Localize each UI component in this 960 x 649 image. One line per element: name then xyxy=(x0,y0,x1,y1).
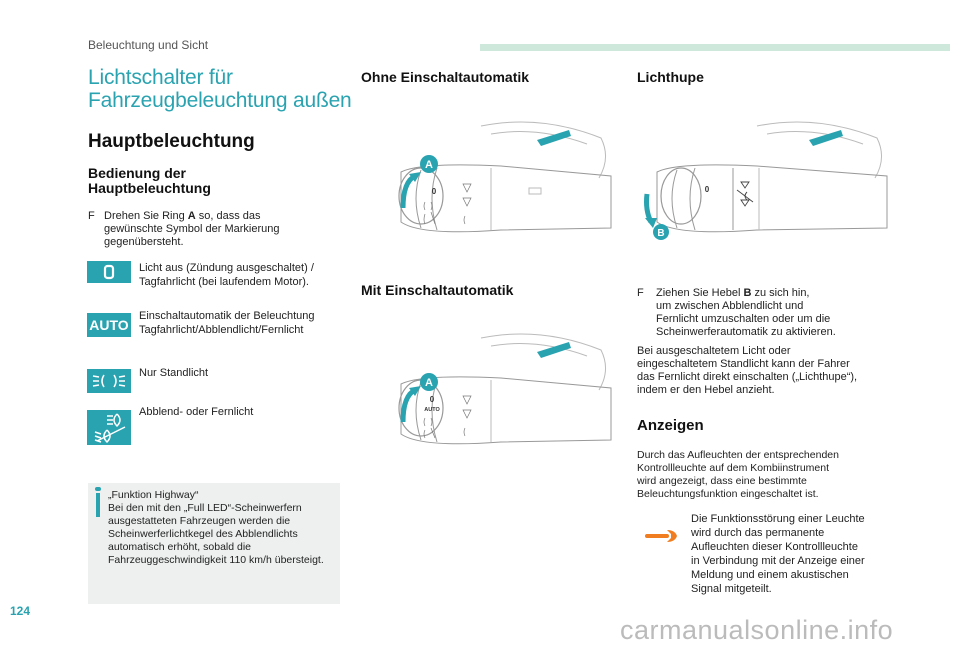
info-box-highway xyxy=(88,483,340,604)
sidelight-icon xyxy=(87,369,131,393)
bullet-rest: so, dass das gewünschte Symbol der Markierung gegenübersteht. xyxy=(104,210,280,248)
ring-zero-label: 0 xyxy=(431,187,437,196)
anzeigen-paragraph: Durch das Aufleuchten der entsprechenden Kontrollleuchte auf dem Kombiinstrument wird angezeigt, dass eine bestimmte Beleuchtungsfunktion eingeschaltet ist. xyxy=(637,449,839,500)
watermark: carmanualsonline.info xyxy=(620,615,894,645)
heading-mit-einschaltautomatik: Mit Einschaltautomatik xyxy=(361,282,514,298)
bullet-text: Ziehen Sie Hebel xyxy=(656,287,744,299)
heading-ohne-einschaltautomatik: Ohne Einschaltautomatik xyxy=(361,69,530,85)
wrench-icon xyxy=(645,528,679,544)
label-b: B xyxy=(657,228,665,239)
off-position-icon xyxy=(87,261,131,283)
label-a: A xyxy=(425,159,433,171)
stalk-illustration-mit xyxy=(361,330,617,458)
section-header: Beleuchtung und Sicht xyxy=(88,38,209,52)
anzeigen-warning-text: Die Funktionsstörung einer Leuchte wird durch das permanente Aufleuchten dieser Kontrollleuchte in Verbindung mit der Anzeige einer Meldung und einem akustischen Signal mitgeteilt. xyxy=(691,513,865,595)
instruction-ring-a xyxy=(88,210,328,252)
ring-zero-label: 0 xyxy=(704,185,710,194)
info-icon xyxy=(96,493,100,517)
heading-anzeigen: Anzeigen xyxy=(637,417,704,434)
page-number: 124 xyxy=(10,604,31,618)
bullet-mark: F xyxy=(637,287,644,299)
row-headlight-text: Abblend- oder Fernlicht xyxy=(139,406,254,418)
ring-zero-label: 0 xyxy=(429,395,435,404)
header-bar xyxy=(480,44,950,51)
auto-position-icon: AUTO xyxy=(87,313,131,337)
ring-letter: A xyxy=(187,210,196,222)
label-a: A xyxy=(425,377,433,389)
bullet-text: Drehen Sie Ring xyxy=(104,210,188,222)
headlight-icon xyxy=(87,410,131,445)
row-off-text: Licht aus (Zündung ausgeschaltet) / Tagfahrlicht (bei laufendem Motor). xyxy=(139,262,314,288)
row-auto-text: Einschaltautomatik der Beleuchtung Tagfahrlicht/Abblendlicht/Fernlicht xyxy=(139,310,315,336)
heading-lichthupe: Lichthupe xyxy=(637,69,704,85)
info-text: „Funktion Highway“ Bei den mit den „Full LED“-Scheinwerfern ausgestatteten Fahrzeugen werden die Scheinwerferlichtkegel des Abblendlichts automatisch erhöht, sobald die Fahrzeuggeschwindigkeit 110 km/h übersteigt. xyxy=(108,489,324,566)
lever-letter: B xyxy=(743,287,752,299)
stalk-illustration-ohne xyxy=(361,118,617,246)
ring-auto-label: AUTO xyxy=(424,407,440,413)
row-sidelight-text: Nur Standlicht xyxy=(139,367,209,379)
bullet-rest: zu sich hin, um zwischen Abblendlicht und Fernlicht umzuschalten oder um die Scheinwerferautomatik zu aktivieren. xyxy=(656,287,836,338)
bullet-mark: F xyxy=(88,210,95,222)
heading-hauptbeleuchtung: Hauptbeleuchtung xyxy=(88,131,255,152)
info-icon-dot xyxy=(95,487,101,491)
stalk-illustration-lichthupe xyxy=(637,118,893,248)
page-title: Lichtschalter für Fahrzeugbeleuchtung außen xyxy=(88,66,352,112)
instruction-lever-b xyxy=(637,287,887,343)
lichthupe-paragraph: Bei ausgeschaltetem Licht oder eingeschaltetem Standlicht kann der Fahrer das Fernlicht direkt einschalten („Lichthupe“), indem er den Hebel anzieht. xyxy=(637,345,858,396)
subheading-bedienung: Bedienung der Hauptbeleuchtung xyxy=(88,165,211,196)
